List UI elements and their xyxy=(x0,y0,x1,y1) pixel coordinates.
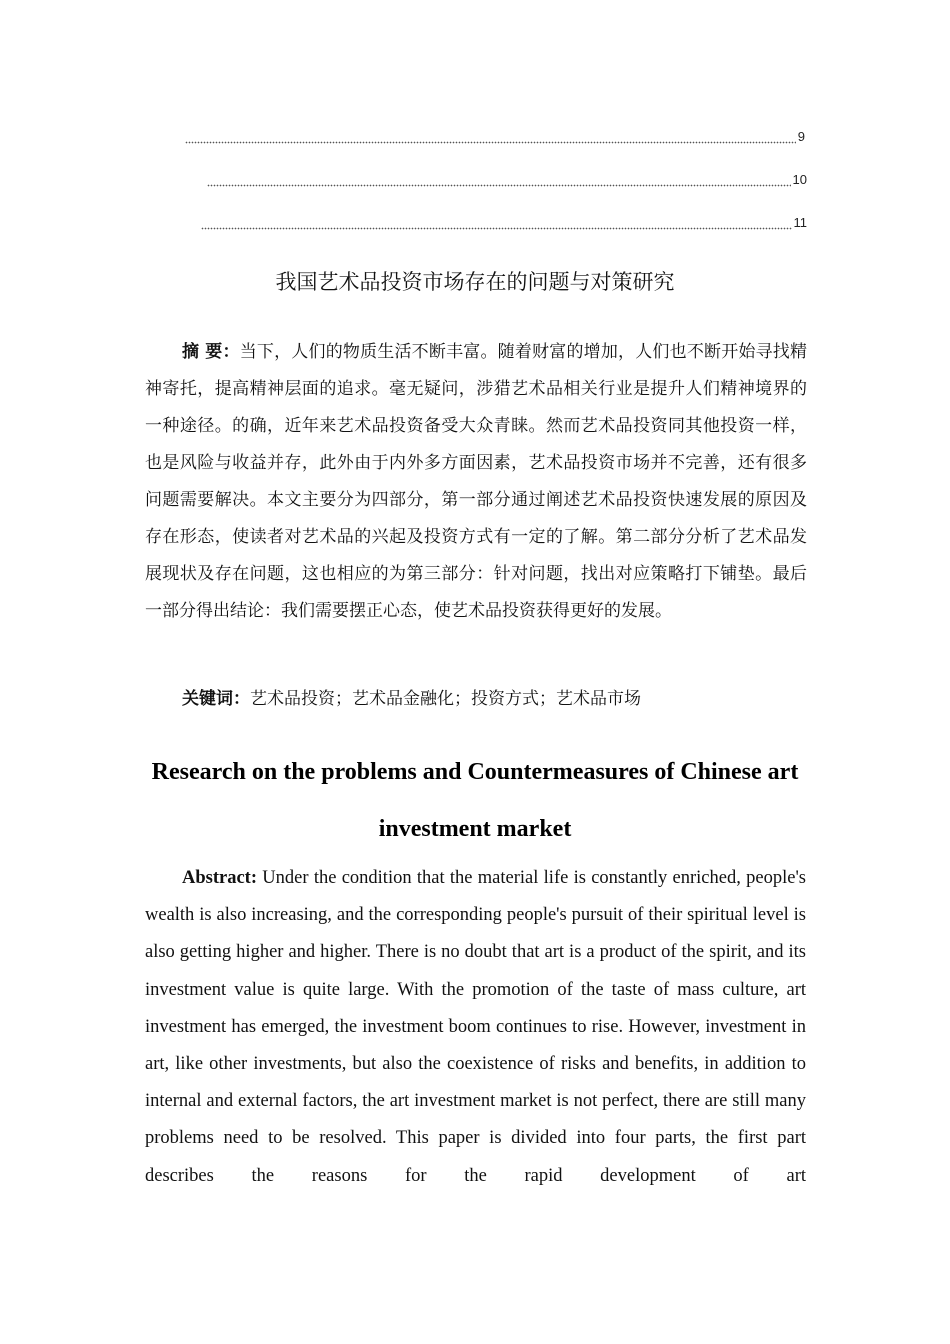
english-title: Research on the problems and Countermeasures of Chinese art investment market xyxy=(151,759,799,842)
toc-page-number: 9 xyxy=(797,129,805,144)
chinese-abstract-label: 摘 要： xyxy=(182,342,240,362)
toc-leader-dots xyxy=(207,177,791,187)
chinese-keywords-text: 艺术品投资；艺术品金融化；投资方式；艺术品市场 xyxy=(250,689,641,709)
toc-page-number: 10 xyxy=(792,172,807,187)
toc-page-number: 11 xyxy=(793,215,807,230)
chinese-abstract xyxy=(145,334,807,630)
chinese-abstract-text: 当下，人们的物质生活不断丰富。随着财富的增加，人们也不断开始寻找精神寄托，提高精神层面的追求。毫无疑问，涉猎艺术品相关行业是提升人们精神境界的一种途径。的确，近年来艺术品投资备受大众青睐。然而艺术品投资同其他投资一样，也是风险与收益并存，此外由于内外多方面因素，艺术品投资市场并不完善，还有很多问题需要解决。本文主要分为四部分，第一部分通过阐述艺术品投资快速发展的原因及存在形态，使读者对艺术品的兴起及投资方式有一定的了解。第二部分分析了艺术品发展现状及存在问题，这也相应的为第三部分：针对问题，找出对应策略打下铺垫。最后一部分得出结论：我们需要摆正心态，使艺术品投资获得更好的发展。 xyxy=(145,342,808,621)
toc-entry[interactable] xyxy=(207,173,807,187)
toc-entry[interactable] xyxy=(185,130,805,144)
toc-entry[interactable] xyxy=(201,216,807,230)
chinese-title: 我国艺术品投资市场存在的问题与对策研究 xyxy=(275,270,675,294)
english-abstract-label: Abstract: xyxy=(182,868,258,888)
chinese-keywords-label: 关键词： xyxy=(182,689,250,709)
english-abstract-text: Under the condition that the material life is constantly enriched, people's wealth is also increasing, and the corresponding people's pursuit of their spiritual level is also getting higher and higher. There is no doubt that art is a product of the spirit, and its investment value is quite large. With the promotion of the taste of mass culture, art investment has emerged, the investment boom continues to rise. However, investment in art, like other investments, but also the coexistence of risks and benefits, in addition to internal and external factors, the art investment market is not perfect, there are still many problems need to be resolved. This paper is divided into four parts, the first part describes the reasons for the rapid development of art xyxy=(145,868,806,1186)
english-abstract xyxy=(145,860,806,1195)
chinese-keywords xyxy=(182,684,641,714)
toc-leader-dots xyxy=(201,220,792,230)
toc-leader-dots xyxy=(185,134,796,144)
